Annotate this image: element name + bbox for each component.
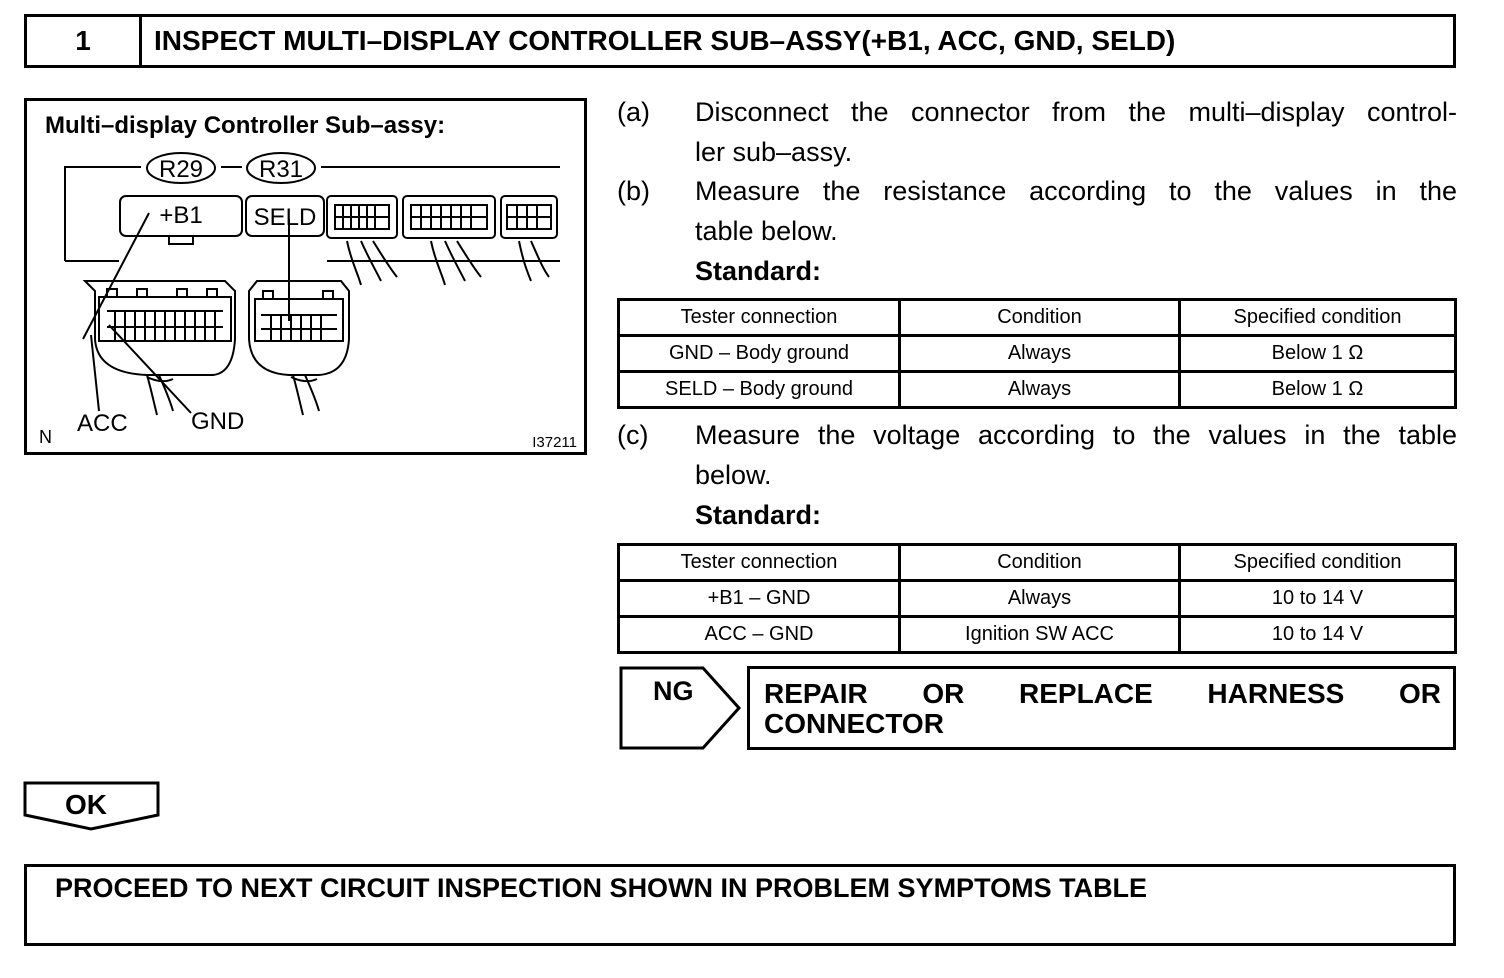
step-a-line1: Disconnect the connector from the multi–display control- xyxy=(695,97,1457,127)
r31-label: R31 xyxy=(258,156,304,183)
connector-figure xyxy=(24,98,587,455)
proceed-box: PROCEED TO NEXT CIRCUIT INSPECTION SHOWN IN PROBLEM SYMPTOMS TABLE xyxy=(24,864,1456,946)
table-cell: Ignition SW ACC xyxy=(900,617,1180,653)
table-cell: Always xyxy=(900,372,1180,408)
table-header: Tester connection xyxy=(619,545,900,581)
step-b-label: (b) xyxy=(617,176,650,206)
table-cell: Below 1 Ω xyxy=(1180,372,1456,408)
connector-diagram xyxy=(27,101,584,452)
figure-title: Multi–display Controller Sub–assy: xyxy=(45,112,446,139)
b1-label: +B1 xyxy=(159,202,203,229)
table-cell: Below 1 Ω xyxy=(1180,336,1456,372)
table-header-row xyxy=(619,545,1456,581)
table-cell: Always xyxy=(900,336,1180,372)
step-a-line2: ler sub–assy. xyxy=(695,137,853,167)
seld-label: SELD xyxy=(253,204,317,231)
r31-harness-connector xyxy=(249,281,349,415)
step-b-line2: table below. xyxy=(695,216,838,246)
table-row xyxy=(619,617,1456,653)
table-cell: GND – Body ground xyxy=(619,336,900,372)
table-header: Condition xyxy=(900,300,1180,336)
resistance-table xyxy=(617,298,1457,409)
voltage-table xyxy=(617,543,1457,654)
table-header: Tester connection xyxy=(619,300,900,336)
table-row xyxy=(619,336,1456,372)
table-header-row xyxy=(619,300,1456,336)
gnd-label: GND xyxy=(191,408,245,435)
step-c-line2: below. xyxy=(695,460,772,490)
step-c-label: (c) xyxy=(617,420,649,450)
figure-corner-mark: N xyxy=(39,427,52,447)
table-header: Condition xyxy=(900,545,1180,581)
table-cell: 10 to 14 V xyxy=(1180,581,1456,617)
step-title: INSPECT MULTI–DISPLAY CONTROLLER SUB–ASSY(+B1, ACC, GND, SELD) xyxy=(154,25,1176,56)
r29-label: R29 xyxy=(158,156,204,183)
step-c-standard: Standard: xyxy=(695,500,822,530)
table-cell: 10 to 14 V xyxy=(1180,617,1456,653)
acc-label: ACC xyxy=(77,410,128,437)
step-c xyxy=(617,415,1457,535)
step-a-label: (a) xyxy=(617,97,650,127)
table-cell: +B1 – GND xyxy=(619,581,900,617)
table-cell: SELD – Body ground xyxy=(619,372,900,408)
step-a xyxy=(617,92,1457,172)
figure-id: I37211 xyxy=(532,434,577,451)
table-cell: Always xyxy=(900,581,1180,617)
ok-arrow xyxy=(23,781,160,831)
ng-arrow xyxy=(619,666,746,750)
step-b-line1: Measure the resistance according to the values in the xyxy=(695,176,1457,206)
step-b xyxy=(617,171,1457,291)
table-header: Specified condition xyxy=(1180,545,1456,581)
r29-harness-connector xyxy=(85,281,235,415)
step-c-line1: Measure the voltage according to the values in the table xyxy=(695,420,1457,450)
other-header-connectors xyxy=(327,196,557,285)
table-cell: ACC – GND xyxy=(619,617,900,653)
ng-action-box: REPAIR OR REPLACE HARNESS OR CONNECTOR xyxy=(747,666,1456,750)
table-row xyxy=(619,581,1456,617)
table-header: Specified condition xyxy=(1180,300,1456,336)
table-row xyxy=(619,372,1456,408)
ok-label: OK xyxy=(65,789,107,820)
step-number: 1 xyxy=(27,17,142,65)
step-b-standard: Standard: xyxy=(695,256,822,286)
step-header xyxy=(24,14,1456,68)
ng-label: NG xyxy=(653,676,694,706)
